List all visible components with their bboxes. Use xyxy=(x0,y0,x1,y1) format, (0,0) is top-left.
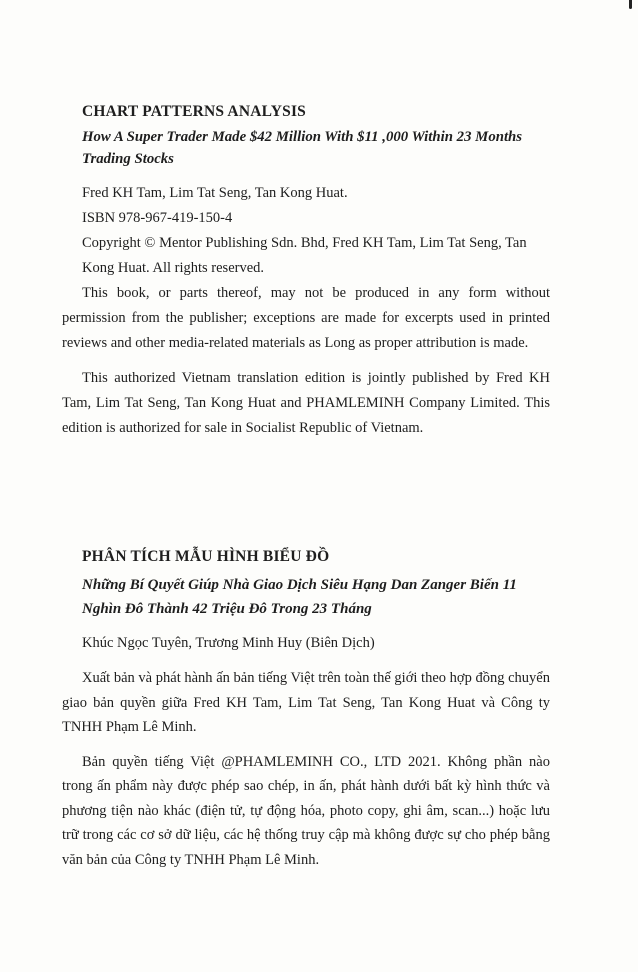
vietnamese-copyright-paragraph: Bản quyền tiếng Việt @PHAMLEMINH CO., LTD 2021. Không phần nào trong ấn phẩm này được phép sao chép, in ấn, phát hành dưới bất kỳ hình thức và phương tiện nào khác (điện tử, tự động hóa, photo copy, ghi âm, scan...) hoặc lưu trữ trong các cơ sở dữ liệu, các hệ thống truy cập mà không được sự cho phép bằng văn bản của Công ty TNHH Phạm Lê Minh. xyxy=(62,753,550,868)
english-subtitle: How A Super Trader Made $42 Million With $11 ,000 Within 23 Months Trading Stocks xyxy=(82,129,523,167)
english-rights-paragraph: This book, or parts thereof, may not be produced in any form without permission from the publisher; exceptions are made for excerpts used in printed reviews and other media-related materials as Long as proper attribution is made. xyxy=(62,285,550,351)
english-copyright: Copyright © Mentor Publishing Sdn. Bhd, Fred KH Tam, Lim Tat Seng, Tan Kong Huat. All rights reserved. xyxy=(82,235,527,276)
vietnamese-translators: Khúc Ngọc Tuyên, Trương Minh Huy (Biên Dịch) xyxy=(82,635,375,651)
english-authors: Fred KH Tam, Lim Tat Seng, Tan Kong Huat. xyxy=(82,185,348,201)
english-title: CHART PATTERNS ANALYSIS xyxy=(82,103,306,120)
corner-mark xyxy=(629,0,632,9)
english-translation-paragraph: This authorized Vietnam translation edition is jointly published by Fred KH Tam, Lim Tat Seng, Tan Kong Huat and PHAMLEMINH Company Limited. This edition is authorized for sale in Socialist Republic of Vietnam. xyxy=(62,370,550,436)
english-section xyxy=(62,102,550,441)
english-isbn: ISBN 978-967-419-150-4 xyxy=(82,210,233,226)
vietnamese-publishing-paragraph: Xuất bản và phát hành ấn bản tiếng Việt trên toàn thế giới theo hợp đồng chuyển giao bản quyền giữa Fred KH Tam, Lim Tat Seng, Tan Kong Huat và Công ty TNHH Phạm Lê Minh. xyxy=(62,670,550,735)
paragraph-gap xyxy=(62,356,550,366)
vietnamese-title: PHÂN TÍCH MẪU HÌNH BIỂU ĐỒ xyxy=(82,548,330,565)
vietnamese-section xyxy=(62,547,550,872)
paragraph-gap xyxy=(62,740,550,750)
vietnamese-subtitle: Những Bí Quyết Giúp Nhà Giao Dịch Siêu Hạng Dan Zanger Biến 11 Nghìn Đô Thành 42 Triệu Đô Trong 23 Tháng xyxy=(82,577,517,617)
